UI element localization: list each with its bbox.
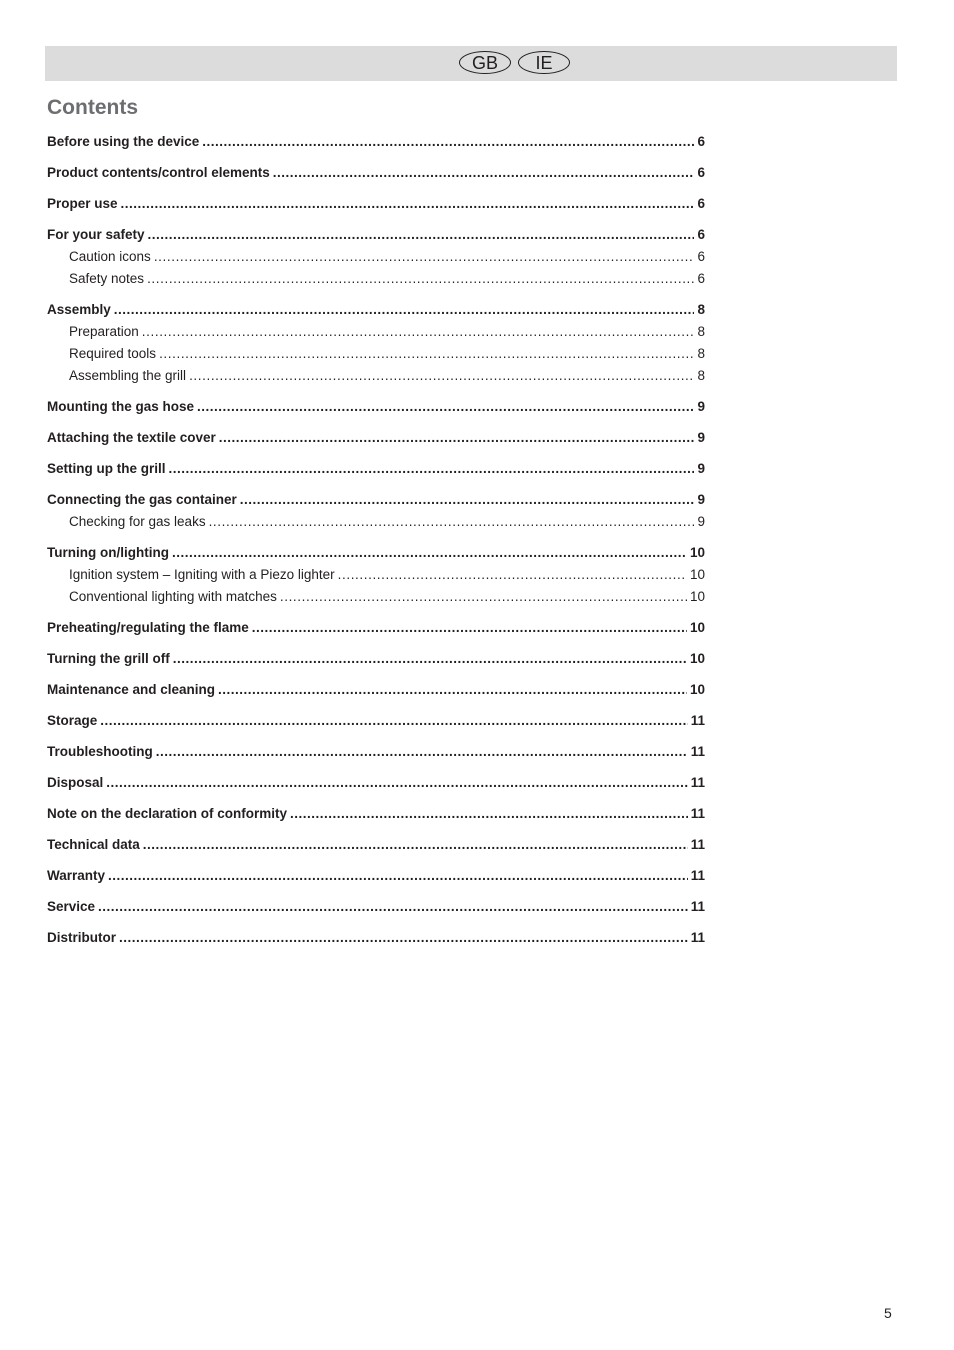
dot-leader	[280, 586, 687, 608]
toc-entry[interactable]	[47, 299, 705, 321]
toc-entry-label: Conventional lighting with matches	[69, 589, 277, 604]
toc-entry-label: Connecting the gas container	[47, 492, 237, 507]
dot-leader	[100, 710, 687, 732]
toc-entry[interactable]	[47, 648, 705, 670]
toc-entry-page: 8	[697, 346, 705, 361]
dot-leader	[121, 193, 694, 215]
toc-subentry[interactable]	[47, 365, 705, 387]
toc-entry-page: 6	[697, 196, 705, 211]
dot-leader	[202, 131, 694, 153]
toc-entry-page: 9	[697, 492, 705, 507]
toc-entry[interactable]	[47, 679, 705, 701]
toc-entry-label: Product contents/control elements	[47, 165, 270, 180]
dot-leader	[114, 299, 694, 321]
dot-leader	[143, 834, 688, 856]
toc-entry-label: Attaching the textile cover	[47, 430, 216, 445]
toc-entry-page: 11	[690, 744, 705, 759]
language-badge-ie: IE	[518, 51, 570, 74]
toc-entry[interactable]	[47, 865, 705, 887]
dot-leader	[154, 246, 694, 268]
toc-entry-page: 8	[697, 302, 705, 317]
dot-leader	[172, 542, 687, 564]
toc-entry-label: Before using the device	[47, 134, 200, 149]
toc-entry-page: 11	[690, 868, 705, 883]
toc-entry[interactable]	[47, 427, 705, 449]
toc-entry-label: Note on the declaration of conformity	[47, 806, 288, 821]
toc-entry-page: 9	[697, 430, 705, 445]
dot-leader	[338, 564, 687, 586]
toc-entry-page: 6	[697, 249, 705, 264]
dot-leader	[209, 511, 694, 533]
toc-entry-label: Required tools	[69, 346, 157, 361]
toc-subentry[interactable]	[47, 268, 705, 290]
toc-entry-page: 11	[690, 775, 705, 790]
toc-entry-page: 10	[689, 589, 705, 604]
toc-entry[interactable]	[47, 834, 705, 856]
language-badge-gb: GB	[459, 51, 511, 74]
language-badges	[459, 51, 570, 74]
dot-leader	[219, 427, 694, 449]
toc-entry[interactable]	[47, 489, 705, 511]
toc-entry[interactable]	[47, 458, 705, 480]
toc-entry-label: Caution icons	[69, 249, 151, 264]
toc-entry-label: Assembling the grill	[69, 368, 187, 383]
toc-entry-label: Maintenance and cleaning	[47, 682, 216, 697]
toc-entry-label: Storage	[47, 713, 98, 728]
toc-entry-label: Technical data	[47, 837, 140, 852]
page-title: Contents	[47, 96, 138, 119]
toc-entry-label: Turning on/lighting	[47, 545, 169, 560]
toc-subentry[interactable]	[47, 246, 705, 268]
dot-leader	[159, 343, 694, 365]
toc-entry[interactable]	[47, 896, 705, 918]
toc-entry-label: Service	[47, 899, 96, 914]
toc-entry[interactable]	[47, 131, 705, 153]
toc-entry-page: 8	[697, 324, 705, 339]
toc-entry-page: 10	[689, 567, 705, 582]
dot-leader	[197, 396, 694, 418]
dot-leader	[148, 224, 694, 246]
toc-entry-label: Checking for gas leaks	[69, 514, 206, 529]
dot-leader	[119, 927, 688, 949]
toc-entry[interactable]	[47, 617, 705, 639]
toc-subentry[interactable]	[47, 321, 705, 343]
dot-leader	[173, 648, 687, 670]
dot-leader	[290, 803, 688, 825]
toc-entry-label: Distributor	[47, 930, 116, 945]
toc-entry[interactable]	[47, 741, 705, 763]
toc-entry-label: Proper use	[47, 196, 118, 211]
toc-entry-label: Disposal	[47, 775, 104, 790]
dot-leader	[98, 896, 688, 918]
toc-entry-page: 6	[697, 271, 705, 286]
toc-entry[interactable]	[47, 193, 705, 215]
dot-leader	[252, 617, 687, 639]
dot-leader	[169, 458, 695, 480]
toc-entry[interactable]	[47, 162, 705, 184]
toc-entry[interactable]	[47, 396, 705, 418]
page-number: 5	[884, 1305, 892, 1321]
dot-leader	[106, 772, 687, 794]
dot-leader	[273, 162, 694, 184]
toc-entry-page: 6	[697, 134, 705, 149]
toc-entry-page: 6	[697, 165, 705, 180]
header-bar	[45, 46, 897, 81]
toc-entry-page: 10	[689, 682, 705, 697]
toc-entry-label: Turning the grill off	[47, 651, 170, 666]
dot-leader	[189, 365, 694, 387]
toc-entry-label: Warranty	[47, 868, 106, 883]
toc-subentry[interactable]	[47, 511, 705, 533]
toc-entry-page: 11	[690, 837, 705, 852]
toc-entry-label: Ignition system – Igniting with a Piezo lighter	[69, 567, 335, 582]
toc-entry-page: 11	[690, 899, 705, 914]
toc-entry-label: Safety notes	[69, 271, 145, 286]
toc-entry-page: 11	[690, 806, 705, 821]
toc-entry-page: 10	[689, 651, 705, 666]
toc-entry-page: 9	[697, 514, 705, 529]
toc-entry[interactable]	[47, 542, 705, 564]
toc-entry-page: 9	[697, 399, 705, 414]
toc-entry-label: Assembly	[47, 302, 111, 317]
dot-leader	[218, 679, 687, 701]
dot-leader	[142, 321, 694, 343]
table-of-contents	[47, 131, 705, 949]
toc-entry-label: Mounting the gas hose	[47, 399, 194, 414]
dot-leader	[108, 865, 688, 887]
dot-leader	[156, 741, 688, 763]
toc-entry-label: Preheating/regulating the flame	[47, 620, 249, 635]
toc-subentry[interactable]	[47, 343, 705, 365]
toc-entry[interactable]	[47, 927, 705, 949]
dot-leader	[240, 489, 694, 511]
toc-entry-label: Setting up the grill	[47, 461, 166, 476]
toc-entry-page: 9	[697, 461, 705, 476]
toc-subentry[interactable]	[47, 586, 705, 608]
toc-entry[interactable]	[47, 710, 705, 732]
toc-entry-page: 10	[689, 620, 705, 635]
toc-entry-label: Preparation	[69, 324, 139, 339]
toc-entry[interactable]	[47, 772, 705, 794]
toc-entry[interactable]	[47, 803, 705, 825]
toc-entry-page: 11	[690, 713, 705, 728]
toc-entry-page: 10	[689, 545, 705, 560]
toc-entry-page: 6	[697, 227, 705, 242]
toc-entry-label: Troubleshooting	[47, 744, 153, 759]
toc-entry-page: 11	[690, 930, 705, 945]
toc-entry-page: 8	[697, 368, 705, 383]
toc-entry-label: For your safety	[47, 227, 145, 242]
toc-entry[interactable]	[47, 224, 705, 246]
dot-leader	[147, 268, 694, 290]
toc-subentry[interactable]	[47, 564, 705, 586]
